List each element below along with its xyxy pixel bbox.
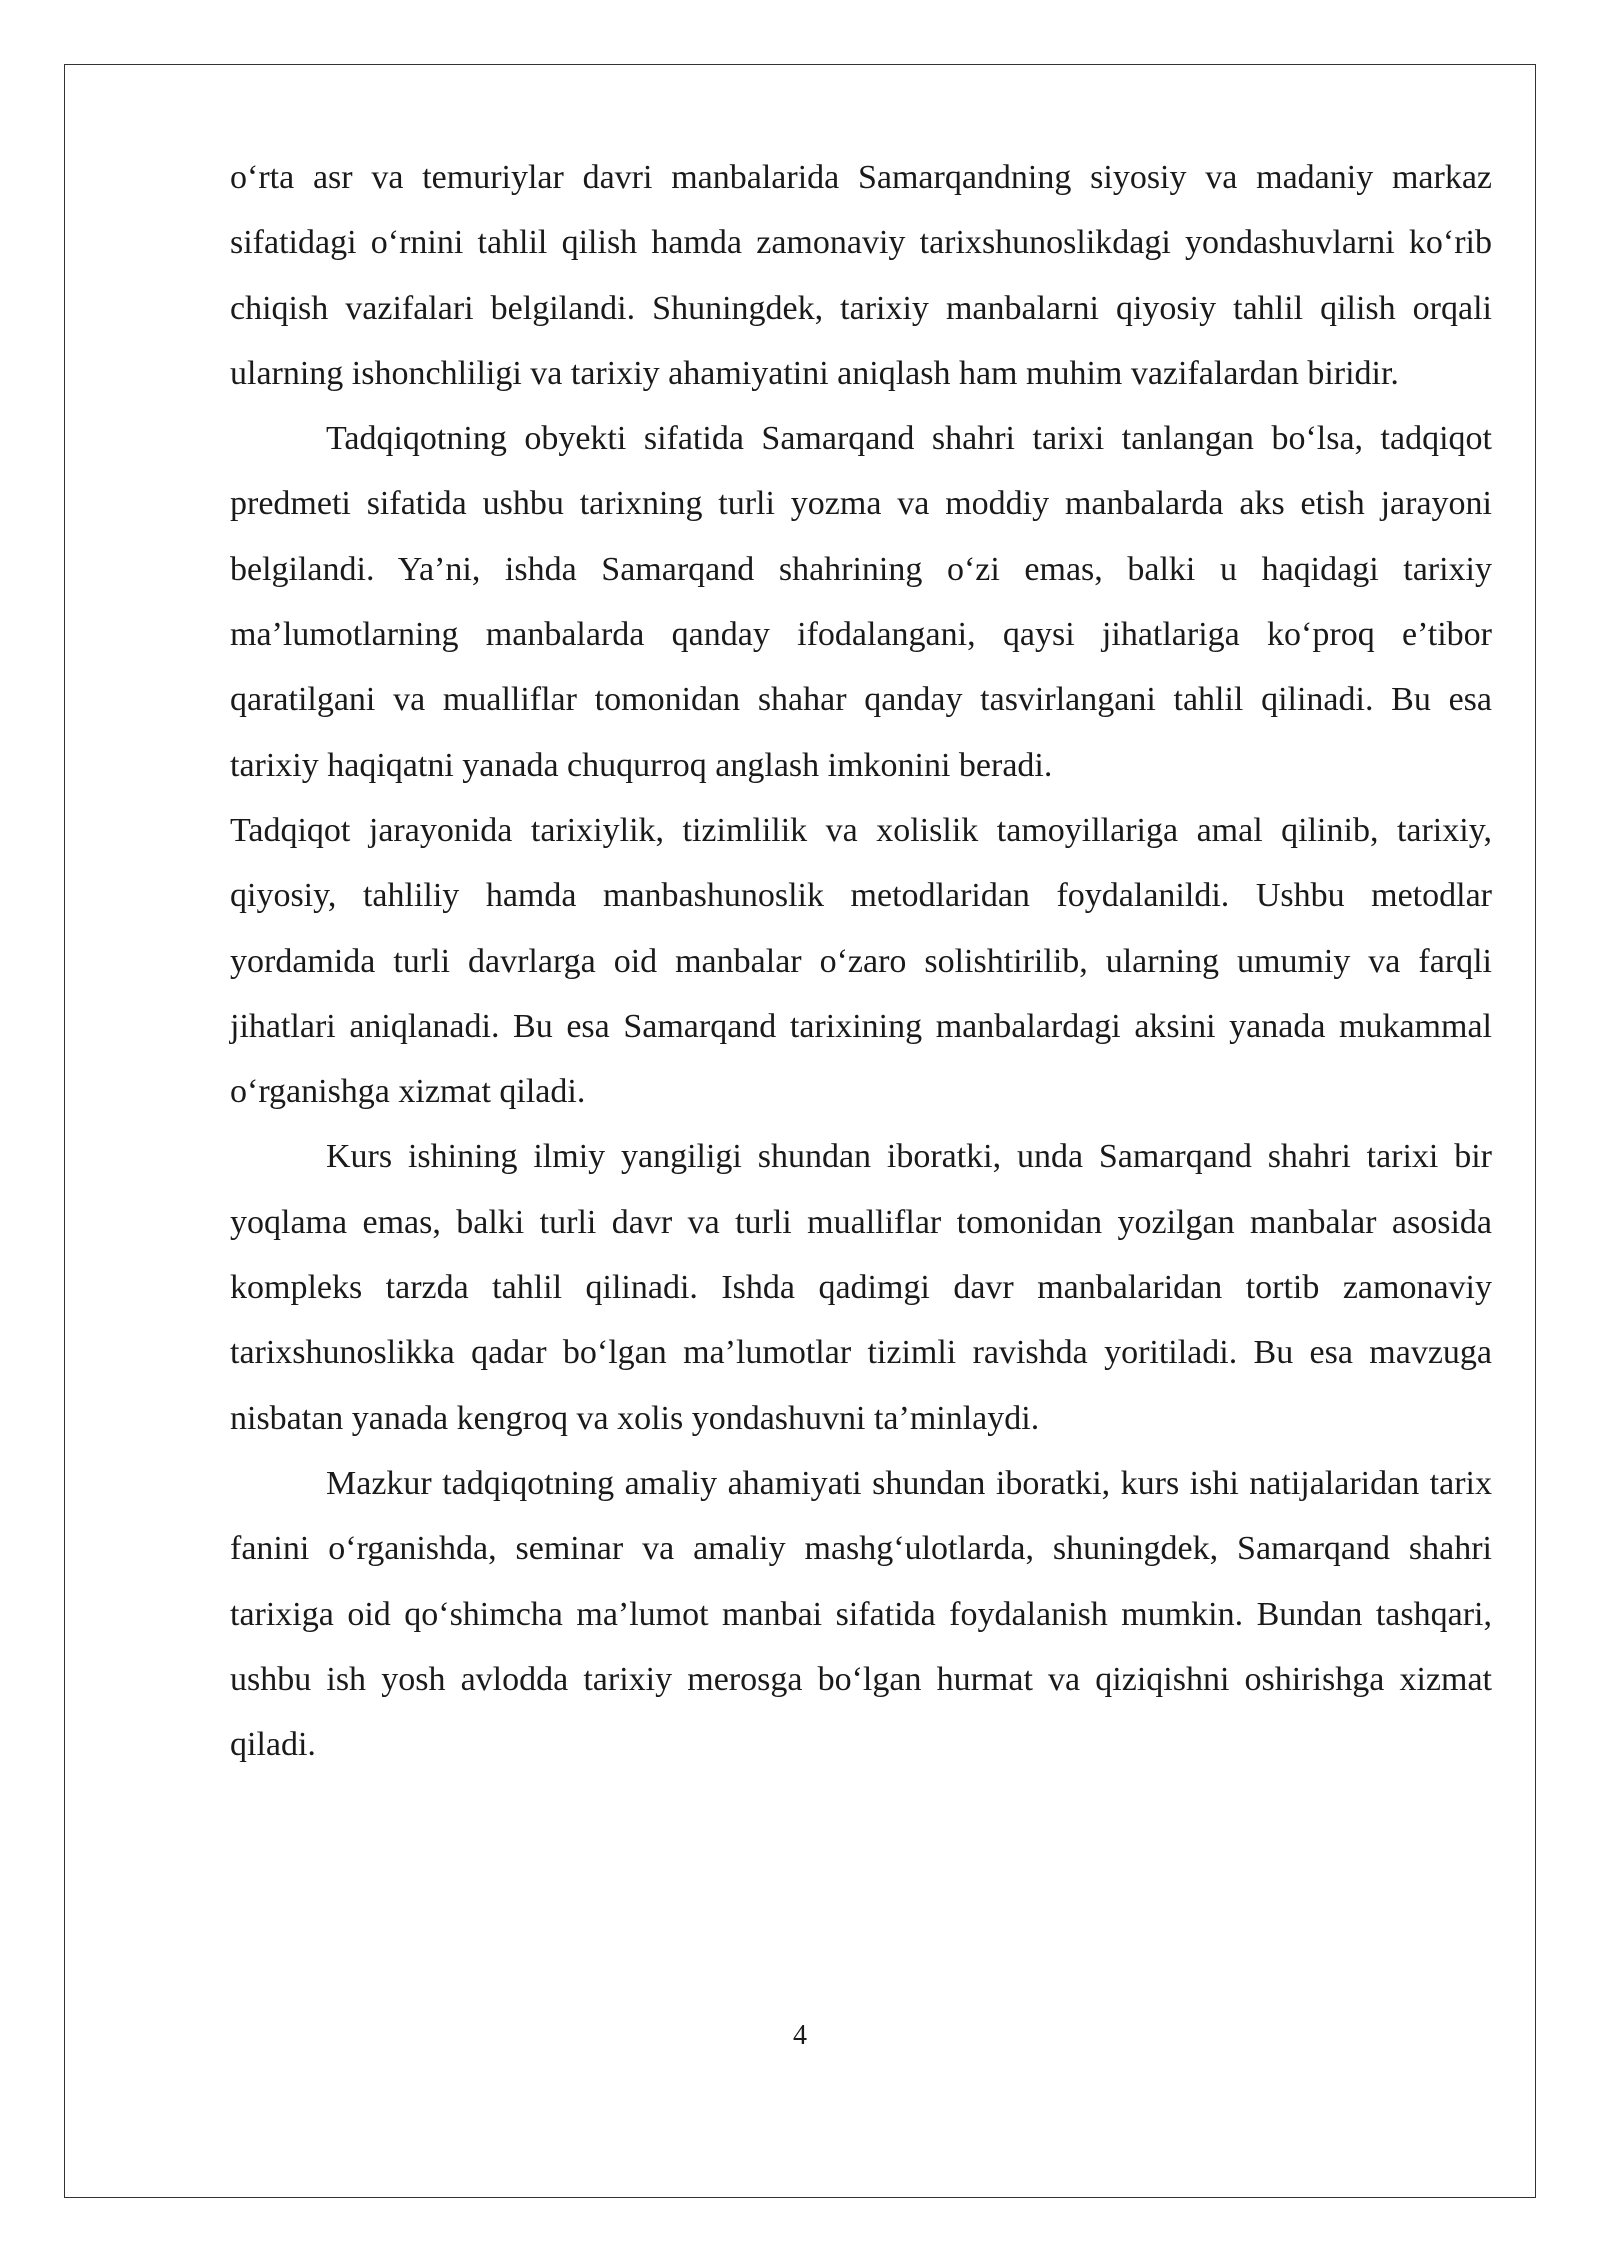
document-body [230, 145, 1492, 1777]
page-number: 4 [793, 2020, 807, 2051]
paragraph: o‘rta asr va temuriylar davri manbalarida Samarqandning siyosiy va madaniy markaz sifatidagi o‘rnini tahlil qilish hamda zamonaviy tarixshunoslikdagi yondashuvlarni ko‘rib chiqish vazifalari belgilandi. Shuningdek, tarixiy manbalarni qiyosiy tahlil qilish orqali ularning ishonchliligi va tarixiy ahamiyatini aniqlash ham muhim vazifalardan biridir. [230, 159, 1492, 392]
paragraph: Kurs ishining ilmiy yangiligi shundan iboratki, unda Samarqand shahri tarixi bir yoqlama emas, balki turli davr va turli mualliflar tomonidan yozilgan manbalar asosida kompleks tarzda tahlil qilinadi. Ishda qadimgi davr manbalaridan tortib zamonaviy tarixshunoslikka qadar bo‘lgan ma’lumotlar tizimli ravishda yoritiladi. Bu esa mavzuga nisbatan yanada kengroq va xolis yondashuvni ta’minlaydi. [230, 1138, 1492, 1437]
paragraph: Tadqiqotning obyekti sifatida Samarqand shahri tarixi tanlangan bo‘lsa, tadqiqot predmeti sifatida ushbu tarixning turli yozma va moddiy manbalarda aks etish jarayoni belgilandi. Ya’ni, ishda Samarqand shahrining o‘zi emas, balki u haqidagi tarixiy ma’lumotlarning manbalarda qanday ifodalangani, qaysi jihatlariga ko‘proq e’tibor qaratilgani va mualliflar tomonidan shahar qanday tasvirlangani tahlil qilinadi. Bu esa tarixiy haqiqatni yanada chuqurroq anglash imkonini beradi. [230, 420, 1492, 784]
paragraph: Mazkur tadqiqotning amaliy ahamiyati shundan iboratki, kurs ishi natijalaridan tarix fanini o‘rganishda, seminar va amaliy mashg‘ulotlarda, shuningdek, Samarqand shahri tarixiga oid qo‘shimcha ma’lumot manbai sifatida foydalanish mumkin. Bundan tashqari, ushbu ish yosh avlodda tarixiy merosga bo‘lgan hurmat va qiziqishni oshirishga xizmat qiladi. [230, 1464, 1492, 1764]
paragraph: Tadqiqot jarayonida tarixiylik, tizimlilik va xolislik tamoyillariga amal qilinib, tarixiy, qiyosiy, tahliliy hamda manbashunoslik metodlaridan foydalanildi. Ushbu metodlar yordamida turli davrlarga oid manbalar o‘zaro solishtirilib, ularning umumiy va farqli jihatlari aniqlanadi. Bu esa Samarqand tarixining manbalardagi aksini yanada mukammal o‘rganishga xizmat qiladi. [230, 811, 1492, 1111]
